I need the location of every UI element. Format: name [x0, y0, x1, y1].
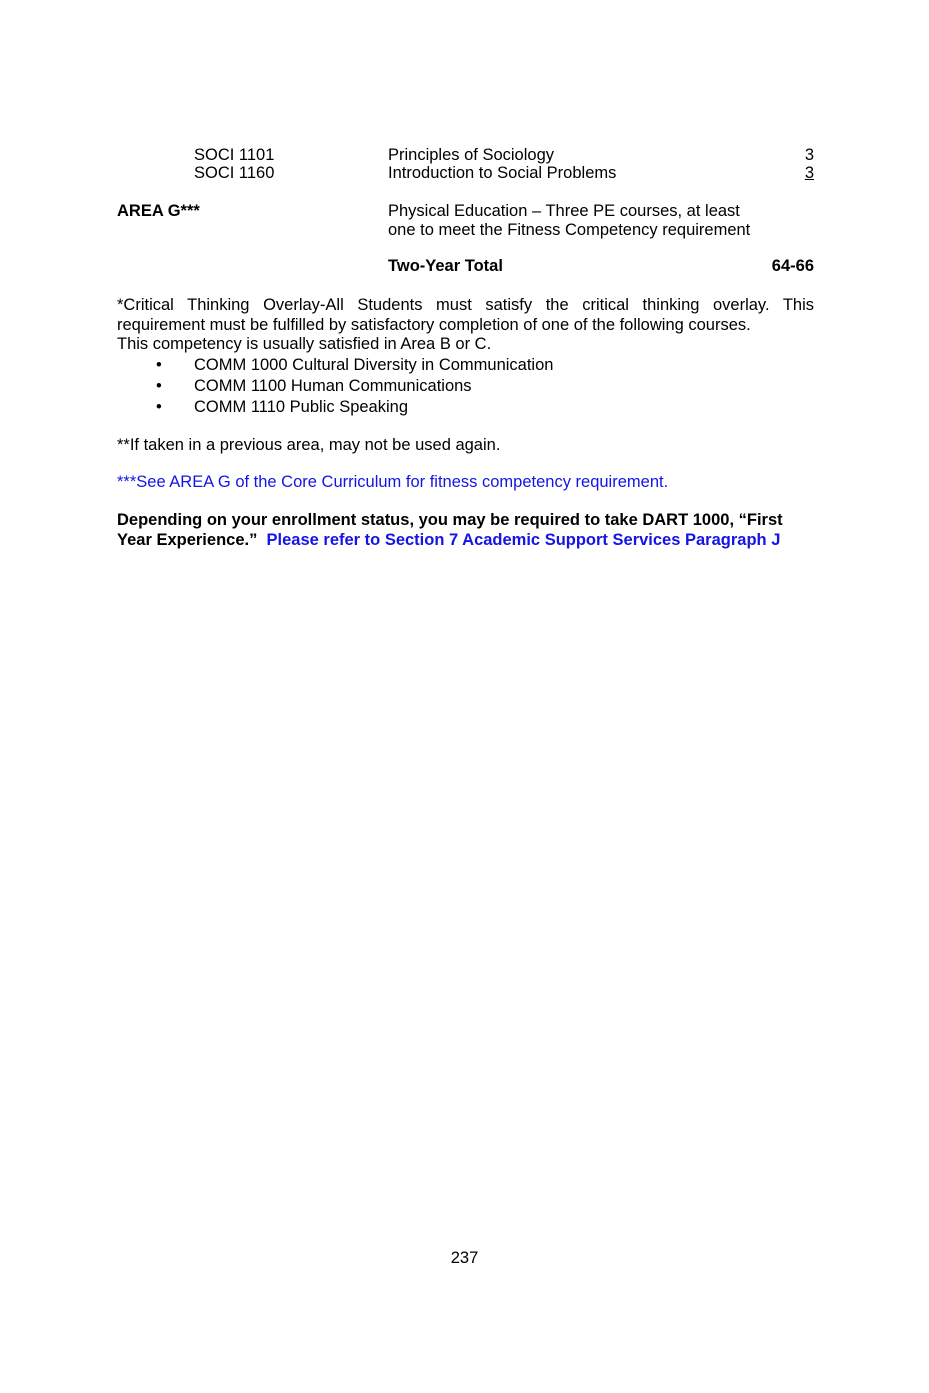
enrollment-note-text: Year Experience.”	[117, 531, 258, 549]
enrollment-note-line1: Depending on your enrollment status, you may be required to take DART 1000, “First	[117, 511, 783, 529]
list-item: COMM 1000 Cultural Diversity in Communication	[194, 356, 554, 374]
bullet-icon: •	[156, 356, 162, 374]
critical-thinking-paragraph: *Critical Thinking Overlay-All Students must satisfy the critical thinking overlay. This requirement must be fulfilled by satisfactory completion of one of the following courses.	[117, 296, 814, 334]
course-hours: 3	[804, 164, 814, 182]
note-area-g-fitness: ***See AREA G of the Core Curriculum for fitness competency requirement.	[117, 473, 669, 491]
area-g-description-line2: one to meet the Fitness Competency requirement	[388, 221, 751, 239]
total-label: Two-Year Total	[388, 257, 503, 275]
course-code: SOCI 1160	[194, 164, 275, 182]
page-number: 237	[450, 1249, 479, 1267]
bullet-icon: •	[156, 377, 162, 395]
list-item: COMM 1100 Human Communications	[194, 377, 472, 395]
section-reference-link[interactable]: Please refer to Section 7 Academic Support Services Paragraph J	[266, 531, 781, 549]
course-title: Introduction to Social Problems	[388, 164, 617, 182]
bullet-icon: •	[156, 398, 162, 416]
area-g-label: AREA G***	[117, 202, 200, 220]
critical-thinking-paragraph-end: This competency is usually satisfied in Area B or C.	[117, 335, 492, 353]
enrollment-note-line2	[117, 531, 780, 550]
area-g-description-line1: Physical Education – Three PE courses, at least	[388, 202, 740, 220]
course-code: SOCI 1101	[194, 146, 275, 164]
total-value: 64-66	[771, 257, 814, 275]
course-title: Principles of Sociology	[388, 146, 554, 164]
list-item: COMM 1110 Public Speaking	[194, 398, 408, 416]
note-previous-area: **If taken in a previous area, may not be used again.	[117, 436, 501, 454]
course-hours: 3	[804, 146, 814, 164]
